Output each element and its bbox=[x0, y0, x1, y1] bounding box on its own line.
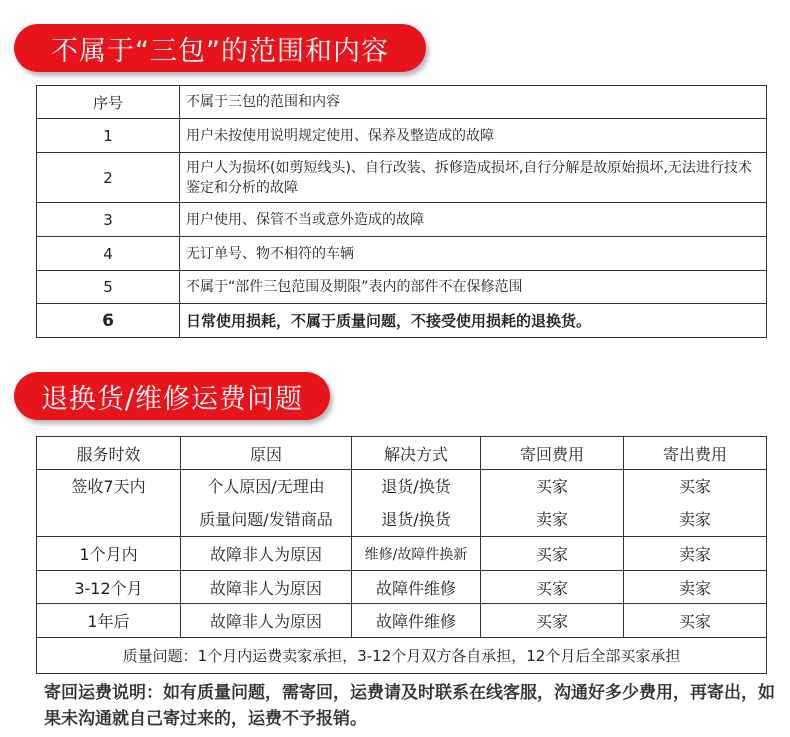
reason-text: 故障非人为原因 bbox=[181, 604, 352, 638]
period-text: 签收7天内 bbox=[71, 477, 146, 496]
section-title-shipping-fees: 退换货/维修运费问题 bbox=[14, 372, 330, 420]
row-number: 4 bbox=[37, 237, 180, 271]
return-fee-cell bbox=[481, 470, 624, 537]
row-text: 用户人为损坏(如剪短线头)、自行改装、拆修造成损坏,自行分解是故原始损坏,无法进行技术鉴定和分析的故障 bbox=[180, 153, 767, 203]
method-text: 退货/换货 bbox=[381, 510, 451, 529]
send-fee-text: 买家 bbox=[624, 604, 767, 638]
method-text: 维修/故障件换新 bbox=[352, 537, 481, 571]
table-row bbox=[37, 237, 767, 271]
send-fee-text: 买家 bbox=[678, 477, 711, 496]
method-text: 故障件维修 bbox=[352, 604, 481, 638]
table-row bbox=[37, 537, 767, 571]
table-note-row bbox=[37, 638, 767, 674]
header-return-fee: 寄回费用 bbox=[481, 437, 624, 470]
return-fee-text: 卖家 bbox=[535, 510, 568, 529]
period-text: 1年后 bbox=[37, 604, 181, 638]
table-row bbox=[37, 304, 767, 338]
table-row bbox=[37, 119, 767, 153]
header-exclusion-content: 不属于三包的范围和内容 bbox=[180, 86, 767, 119]
period-text: 3-12个月 bbox=[37, 571, 181, 604]
reason-cell bbox=[181, 470, 352, 537]
row-text: 无订单号、物不相符的车辆 bbox=[180, 237, 767, 271]
row-text: 不属于“部件三包范围及期限”表内的部件不在保修范围 bbox=[180, 271, 767, 304]
return-shipping-footnote: 寄回运费说明：如有质量问题，需寄回，运费请及时联系在线客服，沟通好多少费用，再寄出，如果未沟通就自己寄过来的，运费不予报销。 bbox=[44, 683, 775, 729]
row-text: 用户使用、保管不当或意外造成的故障 bbox=[180, 203, 767, 237]
send-fee-text: 卖家 bbox=[624, 571, 767, 604]
table-row bbox=[37, 271, 767, 304]
table-header-row bbox=[37, 437, 767, 470]
table-row bbox=[37, 153, 767, 203]
send-fee-text: 卖家 bbox=[678, 510, 711, 529]
table-row bbox=[37, 470, 767, 537]
method-text: 退货/换货 bbox=[381, 477, 451, 496]
header-reason: 原因 bbox=[181, 437, 352, 470]
row-number: 1 bbox=[37, 119, 180, 153]
table-row bbox=[37, 571, 767, 604]
table-header-row bbox=[37, 86, 767, 119]
section-title-three-guarantees: 不属于“三包”的范围和内容 bbox=[14, 24, 426, 72]
method-cell bbox=[352, 470, 481, 537]
header-serial-number: 序号 bbox=[37, 86, 180, 119]
row-text: 日常使用损耗，不属于质量问题，不接受使用损耗的退换货。 bbox=[180, 304, 767, 338]
quality-issue-note: 质量问题：1个月内运费卖家承担，3-12个月双方各自承担，12个月后全部买家承担 bbox=[37, 638, 767, 674]
return-fee-text: 买家 bbox=[481, 537, 624, 571]
period-text: 1个月内 bbox=[37, 537, 181, 571]
row-number: 6 bbox=[37, 304, 180, 338]
reason-text: 质量问题/发错商品 bbox=[199, 510, 333, 529]
row-number: 2 bbox=[37, 153, 180, 203]
return-fee-text: 买家 bbox=[481, 571, 624, 604]
row-number: 5 bbox=[37, 271, 180, 304]
send-fee-text: 卖家 bbox=[624, 537, 767, 571]
return-fee-text: 买家 bbox=[481, 604, 624, 638]
reason-text: 故障非人为原因 bbox=[181, 571, 352, 604]
send-fee-cell bbox=[624, 470, 767, 537]
return-fee-text: 买家 bbox=[535, 477, 568, 496]
table-row bbox=[37, 203, 767, 237]
row-number: 3 bbox=[37, 203, 180, 237]
table-row bbox=[37, 604, 767, 638]
shipping-fee-table bbox=[36, 436, 767, 674]
reason-text: 故障非人为原因 bbox=[181, 537, 352, 571]
reason-text: 个人原因/无理由 bbox=[207, 477, 325, 496]
method-text: 故障件维修 bbox=[352, 571, 481, 604]
row-text: 用户未按使用说明规定使用、保养及整造成的故障 bbox=[180, 119, 767, 153]
header-service-period: 服务时效 bbox=[37, 437, 181, 470]
header-send-fee: 寄出费用 bbox=[624, 437, 767, 470]
header-solution: 解决方式 bbox=[352, 437, 481, 470]
period-cell bbox=[37, 470, 181, 537]
exclusions-table bbox=[36, 85, 767, 338]
